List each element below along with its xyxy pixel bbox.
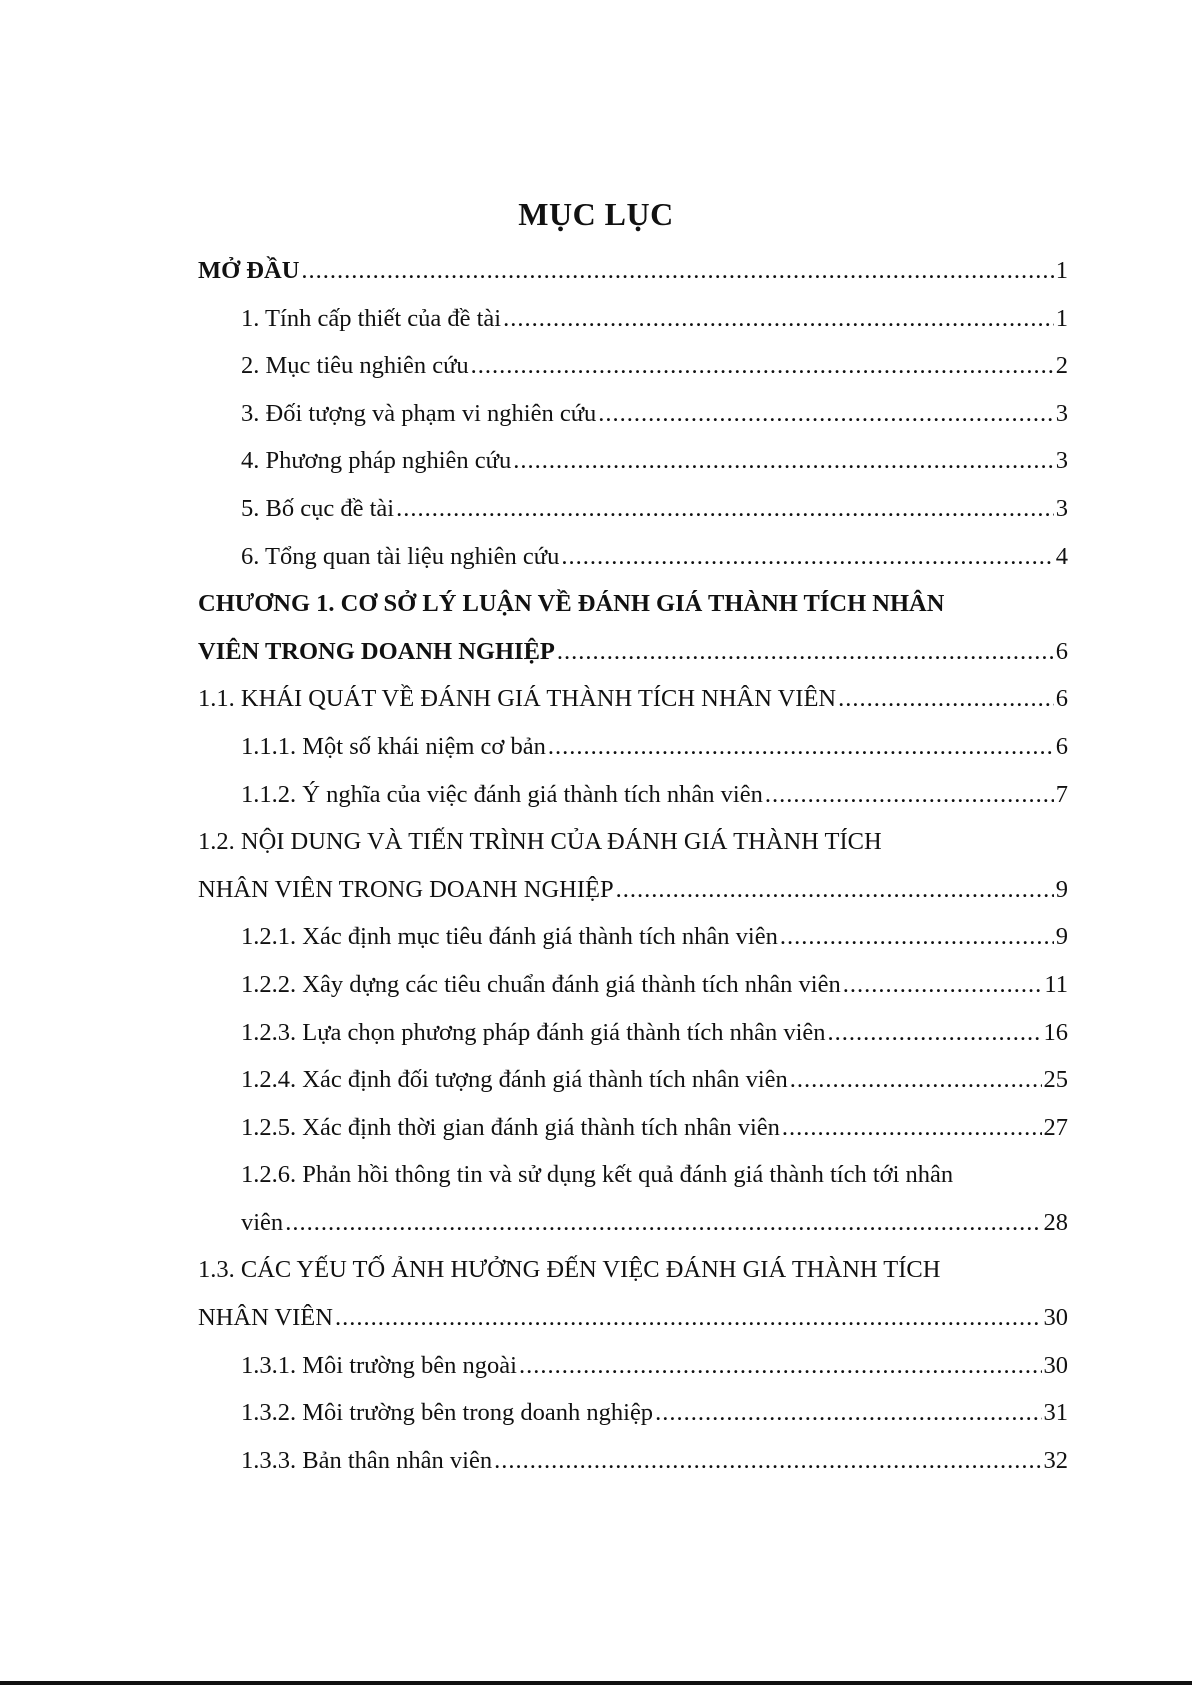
toc-entry[interactable]	[198, 866, 1068, 914]
toc-dot-leader	[561, 533, 1053, 581]
toc-entry-label: 6. Tổng quan tài liệu nghiên cứu	[241, 542, 560, 570]
toc-page-number: 30	[1043, 1304, 1068, 1332]
toc-page-number: 3	[1055, 494, 1068, 522]
toc-entry-label: NHÂN VIÊN	[198, 1304, 333, 1332]
toc-page-number: 7	[1055, 780, 1068, 808]
toc-entry[interactable]	[198, 1437, 1068, 1485]
toc-page-number: 9	[1055, 923, 1068, 951]
toc-entry-label: 3. Đối tượng và phạm vi nghiên cứu	[241, 399, 597, 427]
toc-entry-label: 1.3.3. Bản thân nhân viên	[241, 1446, 493, 1474]
toc-page-number: 1	[1055, 257, 1068, 284]
toc-entry[interactable]	[198, 1342, 1068, 1390]
toc-page-number: 28	[1043, 1208, 1068, 1236]
toc-entry[interactable]	[198, 342, 1068, 390]
toc-page-number: 9	[1055, 875, 1068, 903]
toc-dot-leader	[503, 295, 1054, 343]
toc-entry[interactable]	[198, 533, 1068, 581]
toc-dot-leader	[838, 675, 1054, 723]
toc-dot-leader	[790, 1056, 1042, 1104]
toc-dot-leader	[780, 913, 1054, 961]
toc-page-number: 6	[1055, 637, 1068, 665]
toc-entry-label: 1.2. NỘI DUNG VÀ TIẾN TRÌNH CỦA ĐÁNH GIÁ THÀNH TÍCH	[198, 828, 882, 856]
toc-page-number: 6	[1055, 685, 1068, 713]
toc-page-number: 25	[1043, 1066, 1068, 1094]
toc-page-number: 6	[1055, 732, 1068, 760]
toc-dot-leader	[557, 628, 1054, 676]
toc-entry-label: 1.2.2. Xây dựng các tiêu chuẩn đánh giá thành tích nhân viên	[241, 970, 841, 998]
toc-entry-label: 2. Mục tiêu nghiên cứu	[241, 352, 469, 380]
page-title: MỤC LỤC	[518, 196, 674, 232]
toc-dot-leader	[301, 247, 1053, 295]
toc-entry-label: NHÂN VIÊN TRONG DOANH NGHIỆP	[198, 875, 614, 903]
toc-entry-label: 4. Phương pháp nghiên cứu	[241, 447, 512, 475]
toc-dot-leader	[335, 1294, 1042, 1342]
toc-page-number: 32	[1043, 1446, 1068, 1474]
toc-dot-leader	[519, 1342, 1042, 1390]
toc-entry[interactable]	[198, 961, 1068, 1009]
toc-dot-leader	[843, 961, 1043, 1009]
toc-entry-label: 1.1. KHÁI QUÁT VỀ ĐÁNH GIÁ THÀNH TÍCH NHÂN VIÊN	[198, 685, 837, 713]
toc-entry-label: MỞ ĐẦU	[198, 257, 300, 284]
toc-entry-label: 1.2.4. Xác định đối tượng đánh giá thành tích nhân viên	[241, 1066, 788, 1094]
toc-entry[interactable]	[198, 437, 1068, 485]
table-of-contents	[198, 247, 1068, 1484]
toc-page-number: 27	[1043, 1113, 1068, 1141]
toc-dot-leader	[285, 1199, 1041, 1247]
toc-entry-label: 1.1.1. Một số khái niệm cơ bản	[241, 732, 546, 760]
toc-dot-leader	[494, 1437, 1041, 1485]
toc-page-number: 1	[1055, 304, 1068, 332]
page-bottom-edge	[0, 1681, 1192, 1685]
toc-entry-label: 1.3.2. Môi trường bên trong doanh nghiệp	[241, 1399, 654, 1427]
toc-entry[interactable]	[198, 818, 1068, 866]
toc-dot-leader	[782, 1104, 1042, 1152]
toc-entry-label: 1.2.6. Phản hồi thông tin và sử dụng kết quả đánh giá thành tích tới nhân	[241, 1161, 954, 1189]
toc-entry-label: 1.2.5. Xác định thời gian đánh giá thành tích nhân viên	[241, 1113, 780, 1141]
toc-dot-leader	[513, 437, 1054, 485]
toc-page-number: 11	[1044, 970, 1068, 998]
toc-page-number: 30	[1043, 1351, 1068, 1379]
toc-entry[interactable]	[198, 913, 1068, 961]
toc-page-number: 31	[1043, 1399, 1068, 1427]
toc-entry[interactable]	[198, 390, 1068, 438]
toc-page-number: 3	[1055, 399, 1068, 427]
toc-entry-label: 5. Bố cục đề tài	[241, 494, 395, 522]
toc-entry[interactable]	[198, 1009, 1068, 1057]
toc-dot-leader	[765, 771, 1054, 819]
toc-dot-leader	[471, 342, 1054, 390]
toc-dot-leader	[598, 390, 1054, 438]
toc-entry-label: 1. Tính cấp thiết của đề tài	[241, 304, 502, 332]
toc-entry[interactable]	[198, 485, 1068, 533]
toc-entry[interactable]	[198, 1389, 1068, 1437]
toc-entry-label: 1.1.2. Ý nghĩa của việc đánh giá thành tích nhân viên	[241, 780, 763, 808]
toc-page-number: 16	[1043, 1018, 1068, 1046]
toc-page-number: 2	[1055, 352, 1068, 380]
toc-entry[interactable]	[198, 1246, 1068, 1294]
toc-entry-label: 1.3. CÁC YẾU TỐ ẢNH HƯỞNG ĐẾN VIỆC ĐÁNH GIÁ THÀNH TÍCH	[198, 1256, 941, 1284]
toc-page-number: 4	[1055, 542, 1068, 570]
toc-page-number: 3	[1055, 447, 1068, 475]
toc-entry-label: 1.2.1. Xác định mục tiêu đánh giá thành tích nhân viên	[241, 923, 778, 951]
toc-entry[interactable]	[198, 1104, 1068, 1152]
toc-dot-leader	[616, 866, 1054, 914]
toc-entry[interactable]	[198, 675, 1068, 723]
toc-entry[interactable]	[198, 580, 1068, 628]
toc-entry[interactable]	[198, 247, 1068, 295]
toc-dot-leader	[655, 1389, 1041, 1437]
toc-entry-label: viên	[241, 1208, 284, 1236]
toc-entry[interactable]	[198, 1056, 1068, 1104]
toc-entry[interactable]	[198, 1199, 1068, 1247]
toc-entry-label: CHƯƠNG 1. CƠ SỞ LÝ LUẬN VỀ ĐÁNH GIÁ THÀNH TÍCH NHÂN	[198, 590, 945, 618]
toc-entry-label: 1.2.3. Lựa chọn phương pháp đánh giá thành tích nhân viên	[241, 1018, 826, 1046]
toc-entry[interactable]	[198, 723, 1068, 771]
toc-entry[interactable]	[198, 1294, 1068, 1342]
toc-entry-label: VIÊN TRONG DOANH NGHIỆP	[198, 637, 555, 665]
toc-dot-leader	[828, 1009, 1042, 1057]
toc-entry-label: 1.3.1. Môi trường bên ngoài	[241, 1351, 517, 1379]
toc-entry[interactable]	[198, 628, 1068, 676]
toc-dot-leader	[548, 723, 1054, 771]
toc-entry[interactable]	[198, 1151, 1068, 1199]
toc-entry[interactable]	[198, 771, 1068, 819]
toc-entry[interactable]	[198, 295, 1068, 343]
toc-dot-leader	[396, 485, 1054, 533]
